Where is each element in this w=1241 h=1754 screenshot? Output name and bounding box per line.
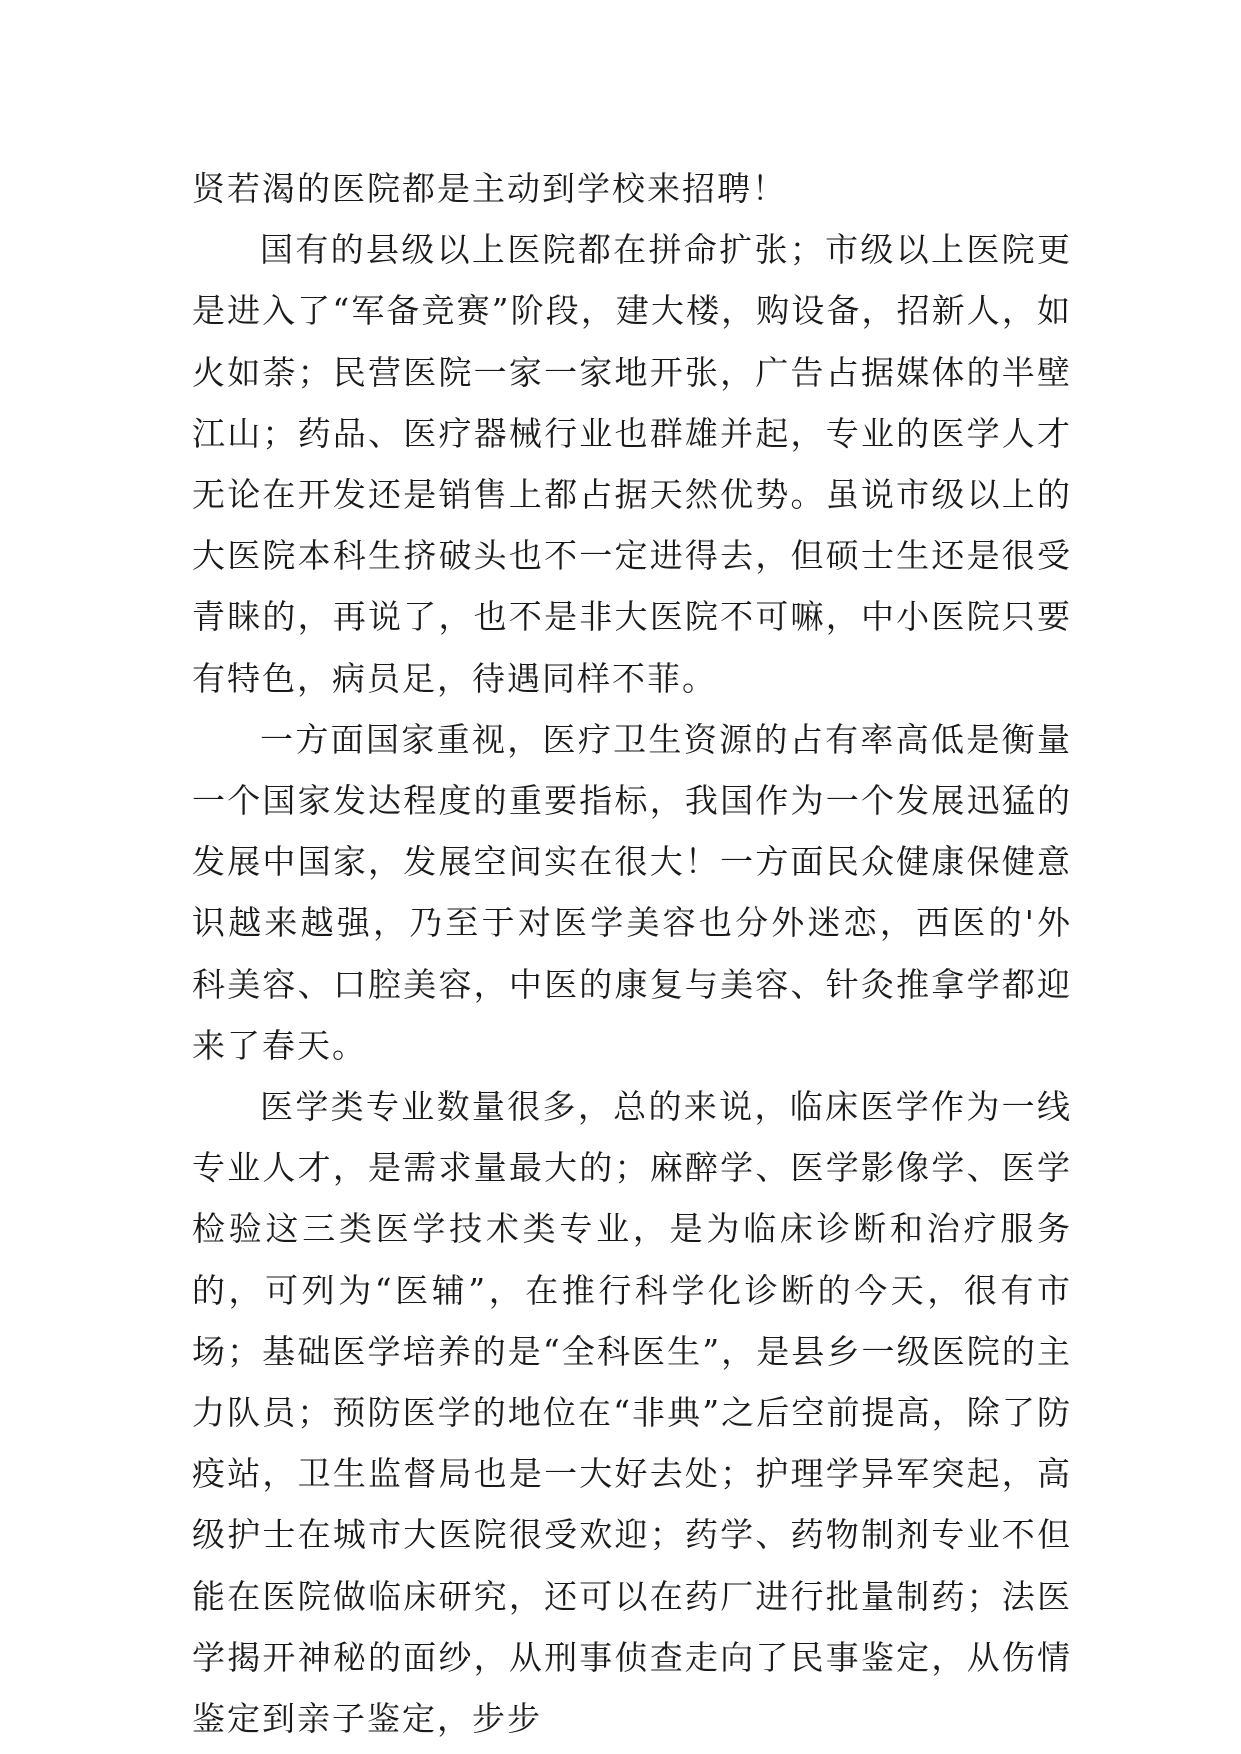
paragraph-2: 国有的县级以上医院都在拼命扩张；市级以上医院更是进入了“军备竞赛”阶段，建大楼，购设备，招新人，如火如荼；民营医院一家一家地开张，广告占据媒体的半壁江山；药品、医疗器械行业也群雄并起，专业的医学人才无论在开发还是销售上都占据天然优势。虽说市级以上的大医院本科生挤破头也不一定进得去，但硕士生还是很受青睐的，再说了，也不是非大医院不可嘛，中小医院只要有特色，病员足，待遇同样不菲。 <box>192 230 1072 698</box>
paragraph-4: 医学类专业数量很多，总的来说，临床医学作为一线专业人才，是需求量最大的；麻醉学、医学影像学、医学检验这三类医学技术类专业，是为临床诊断和治疗服务的，可列为“医辅”，在推行科学化诊断的今天，很有市场；基础医学培养的是“全科医生”，是县乡一级医院的主力队员；预防医学的地位在“非典”之后空前提高，除了防疫站，卫生监督局也是一大好去处；护理学异军突起，高级护士在城市大医院很受欢迎；药学、药物制剂专业不但能在医院做临床研究，还可以在药厂进行批量制药；法医学揭开神秘的面纱，从刑事侦查走向了民事鉴定，从伤情鉴定到亲子鉴定，步步 <box>192 1087 1072 1739</box>
paragraph-3: 一方面国家重视，医疗卫生资源的占有率高低是衡量一个国家发达程度的重要指标，我国作为一个发展迅猛的发展中国家，发展空间实在很大！一方面民众健康保健意识越来越强，乃至于对医学美容也分外迷恋，西医的'外科美容、口腔美容，中医的康复与美容、针灸推拿学都迎来了春天。 <box>192 719 1072 1065</box>
paragraph-1: 贤若渴的医院都是主动到学校来招聘！ <box>192 169 787 208</box>
document-body <box>192 158 1072 1749</box>
